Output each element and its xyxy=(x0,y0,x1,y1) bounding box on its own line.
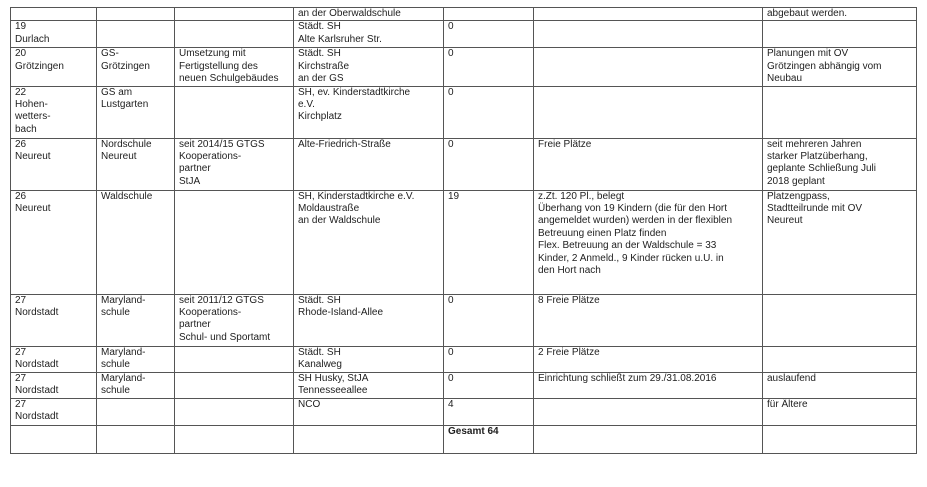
district-cell: 27 Nordstadt xyxy=(11,294,97,346)
overflow-count-cell: 0 xyxy=(444,48,534,86)
cooperation-cell xyxy=(175,86,294,138)
table-row xyxy=(11,398,917,425)
district-cell: 26 Neureut xyxy=(11,138,97,190)
remarks-cell: 2 Freie Plätze xyxy=(534,346,763,372)
district-cell: 20 Grötzingen xyxy=(11,48,97,86)
table-row xyxy=(11,138,917,190)
table-row xyxy=(11,8,917,21)
location-cell: an der Oberwaldschule xyxy=(294,8,444,21)
overflow-count-cell: 0 xyxy=(444,138,534,190)
district-cell xyxy=(11,8,97,21)
school-cell xyxy=(97,21,175,48)
cooperation-cell xyxy=(175,425,294,453)
location-cell: Städt. SH Rhode-Island-Allee xyxy=(294,294,444,346)
cooperation-cell xyxy=(175,8,294,21)
location-cell: Städt. SH Alte Karlsruher Str. xyxy=(294,21,444,48)
cooperation-cell: seit 2014/15 GTGS Kooperations- partner StJA xyxy=(175,138,294,190)
district-cell: 26 Neureut xyxy=(11,190,97,294)
remarks-cell: 8 Freie Plätze xyxy=(534,294,763,346)
notes-cell: auslaufend xyxy=(763,372,917,398)
location-cell: SH Husky, StJA Tennesseeallee xyxy=(294,372,444,398)
notes-cell xyxy=(763,425,917,453)
school-cell: Maryland- schule xyxy=(97,294,175,346)
school-cell xyxy=(97,425,175,453)
table-row xyxy=(11,21,917,48)
table-row xyxy=(11,294,917,346)
table-row xyxy=(11,86,917,138)
school-cell: GS- Grötzingen xyxy=(97,48,175,86)
school-cell: Maryland- schule xyxy=(97,346,175,372)
notes-cell: Platzengpass, Stadtteilrunde mit OV Neureut xyxy=(763,190,917,294)
district-cell: 27 Nordstadt xyxy=(11,372,97,398)
cooperation-cell xyxy=(175,346,294,372)
remarks-cell xyxy=(534,8,763,21)
cooperation-cell xyxy=(175,398,294,425)
location-cell: Alte-Friedrich-Straße xyxy=(294,138,444,190)
remarks-cell xyxy=(534,425,763,453)
location-cell: Städt. SH Kanalweg xyxy=(294,346,444,372)
overflow-count-cell: 0 xyxy=(444,294,534,346)
cooperation-cell: Umsetzung mit Fertigstellung des neuen Schulgebäudes xyxy=(175,48,294,86)
table-row xyxy=(11,372,917,398)
location-cell xyxy=(294,425,444,453)
location-cell: SH, Kinderstadtkirche e.V. Moldaustraße an der Waldschule xyxy=(294,190,444,294)
table-row xyxy=(11,425,917,453)
district-cell: 27 Nordstadt xyxy=(11,398,97,425)
overflow-count-cell: 19 xyxy=(444,190,534,294)
overflow-count-cell: 0 xyxy=(444,346,534,372)
remarks-cell xyxy=(534,398,763,425)
notes-cell xyxy=(763,21,917,48)
table-body xyxy=(11,8,917,454)
district-cell: 22 Hohen- wetters- bach xyxy=(11,86,97,138)
notes-cell xyxy=(763,86,917,138)
remarks-cell: z.Zt. 120 Pl., belegt Überhang von 19 Kindern (die für den Hort angemeldet wurden) werden in der flexiblen Betreuung einen Platz finden Flex. Betreuung an der Waldschule = 33 Kinder, 2 Anmeld., 9 Kinder rücken u.U. in den Hort nach xyxy=(534,190,763,294)
remarks-cell xyxy=(534,86,763,138)
school-cell: Nordschule Neureut xyxy=(97,138,175,190)
notes-cell: abgebaut werden. xyxy=(763,8,917,21)
school-cell: Maryland- schule xyxy=(97,372,175,398)
location-cell: SH, ev. Kinderstadtkirche e.V. Kirchplatz xyxy=(294,86,444,138)
remarks-cell xyxy=(534,48,763,86)
notes-cell: Planungen mit OV Grötzingen abhängig vom Neubau xyxy=(763,48,917,86)
notes-cell: für Ältere xyxy=(763,398,917,425)
district-cell: 27 Nordstadt xyxy=(11,346,97,372)
facility-table xyxy=(10,7,917,454)
notes-cell xyxy=(763,294,917,346)
overflow-count-cell: 0 xyxy=(444,372,534,398)
overflow-count-cell xyxy=(444,8,534,21)
cooperation-cell xyxy=(175,21,294,48)
overflow-count-cell: 0 xyxy=(444,21,534,48)
table-row xyxy=(11,48,917,86)
notes-cell xyxy=(763,346,917,372)
location-cell: NCO xyxy=(294,398,444,425)
notes-cell: seit mehreren Jahren starker Platzüberhang, geplante Schließung Juli 2018 geplant xyxy=(763,138,917,190)
overflow-count-cell: 0 xyxy=(444,86,534,138)
overflow-count-cell: Gesamt 64 xyxy=(444,425,534,453)
district-cell xyxy=(11,425,97,453)
school-cell xyxy=(97,398,175,425)
school-cell: Waldschule xyxy=(97,190,175,294)
cooperation-cell xyxy=(175,190,294,294)
district-cell: 19 Durlach xyxy=(11,21,97,48)
cooperation-cell xyxy=(175,372,294,398)
location-cell: Städt. SH Kirchstraße an der GS xyxy=(294,48,444,86)
school-cell: GS am Lustgarten xyxy=(97,86,175,138)
remarks-cell: Einrichtung schließt zum 29./31.08.2016 xyxy=(534,372,763,398)
school-cell xyxy=(97,8,175,21)
overflow-count-cell: 4 xyxy=(444,398,534,425)
remarks-cell: Freie Plätze xyxy=(534,138,763,190)
remarks-cell xyxy=(534,21,763,48)
table-row xyxy=(11,190,917,294)
table-row xyxy=(11,346,917,372)
cooperation-cell: seit 2011/12 GTGS Kooperations- partner Schul- und Sportamt xyxy=(175,294,294,346)
